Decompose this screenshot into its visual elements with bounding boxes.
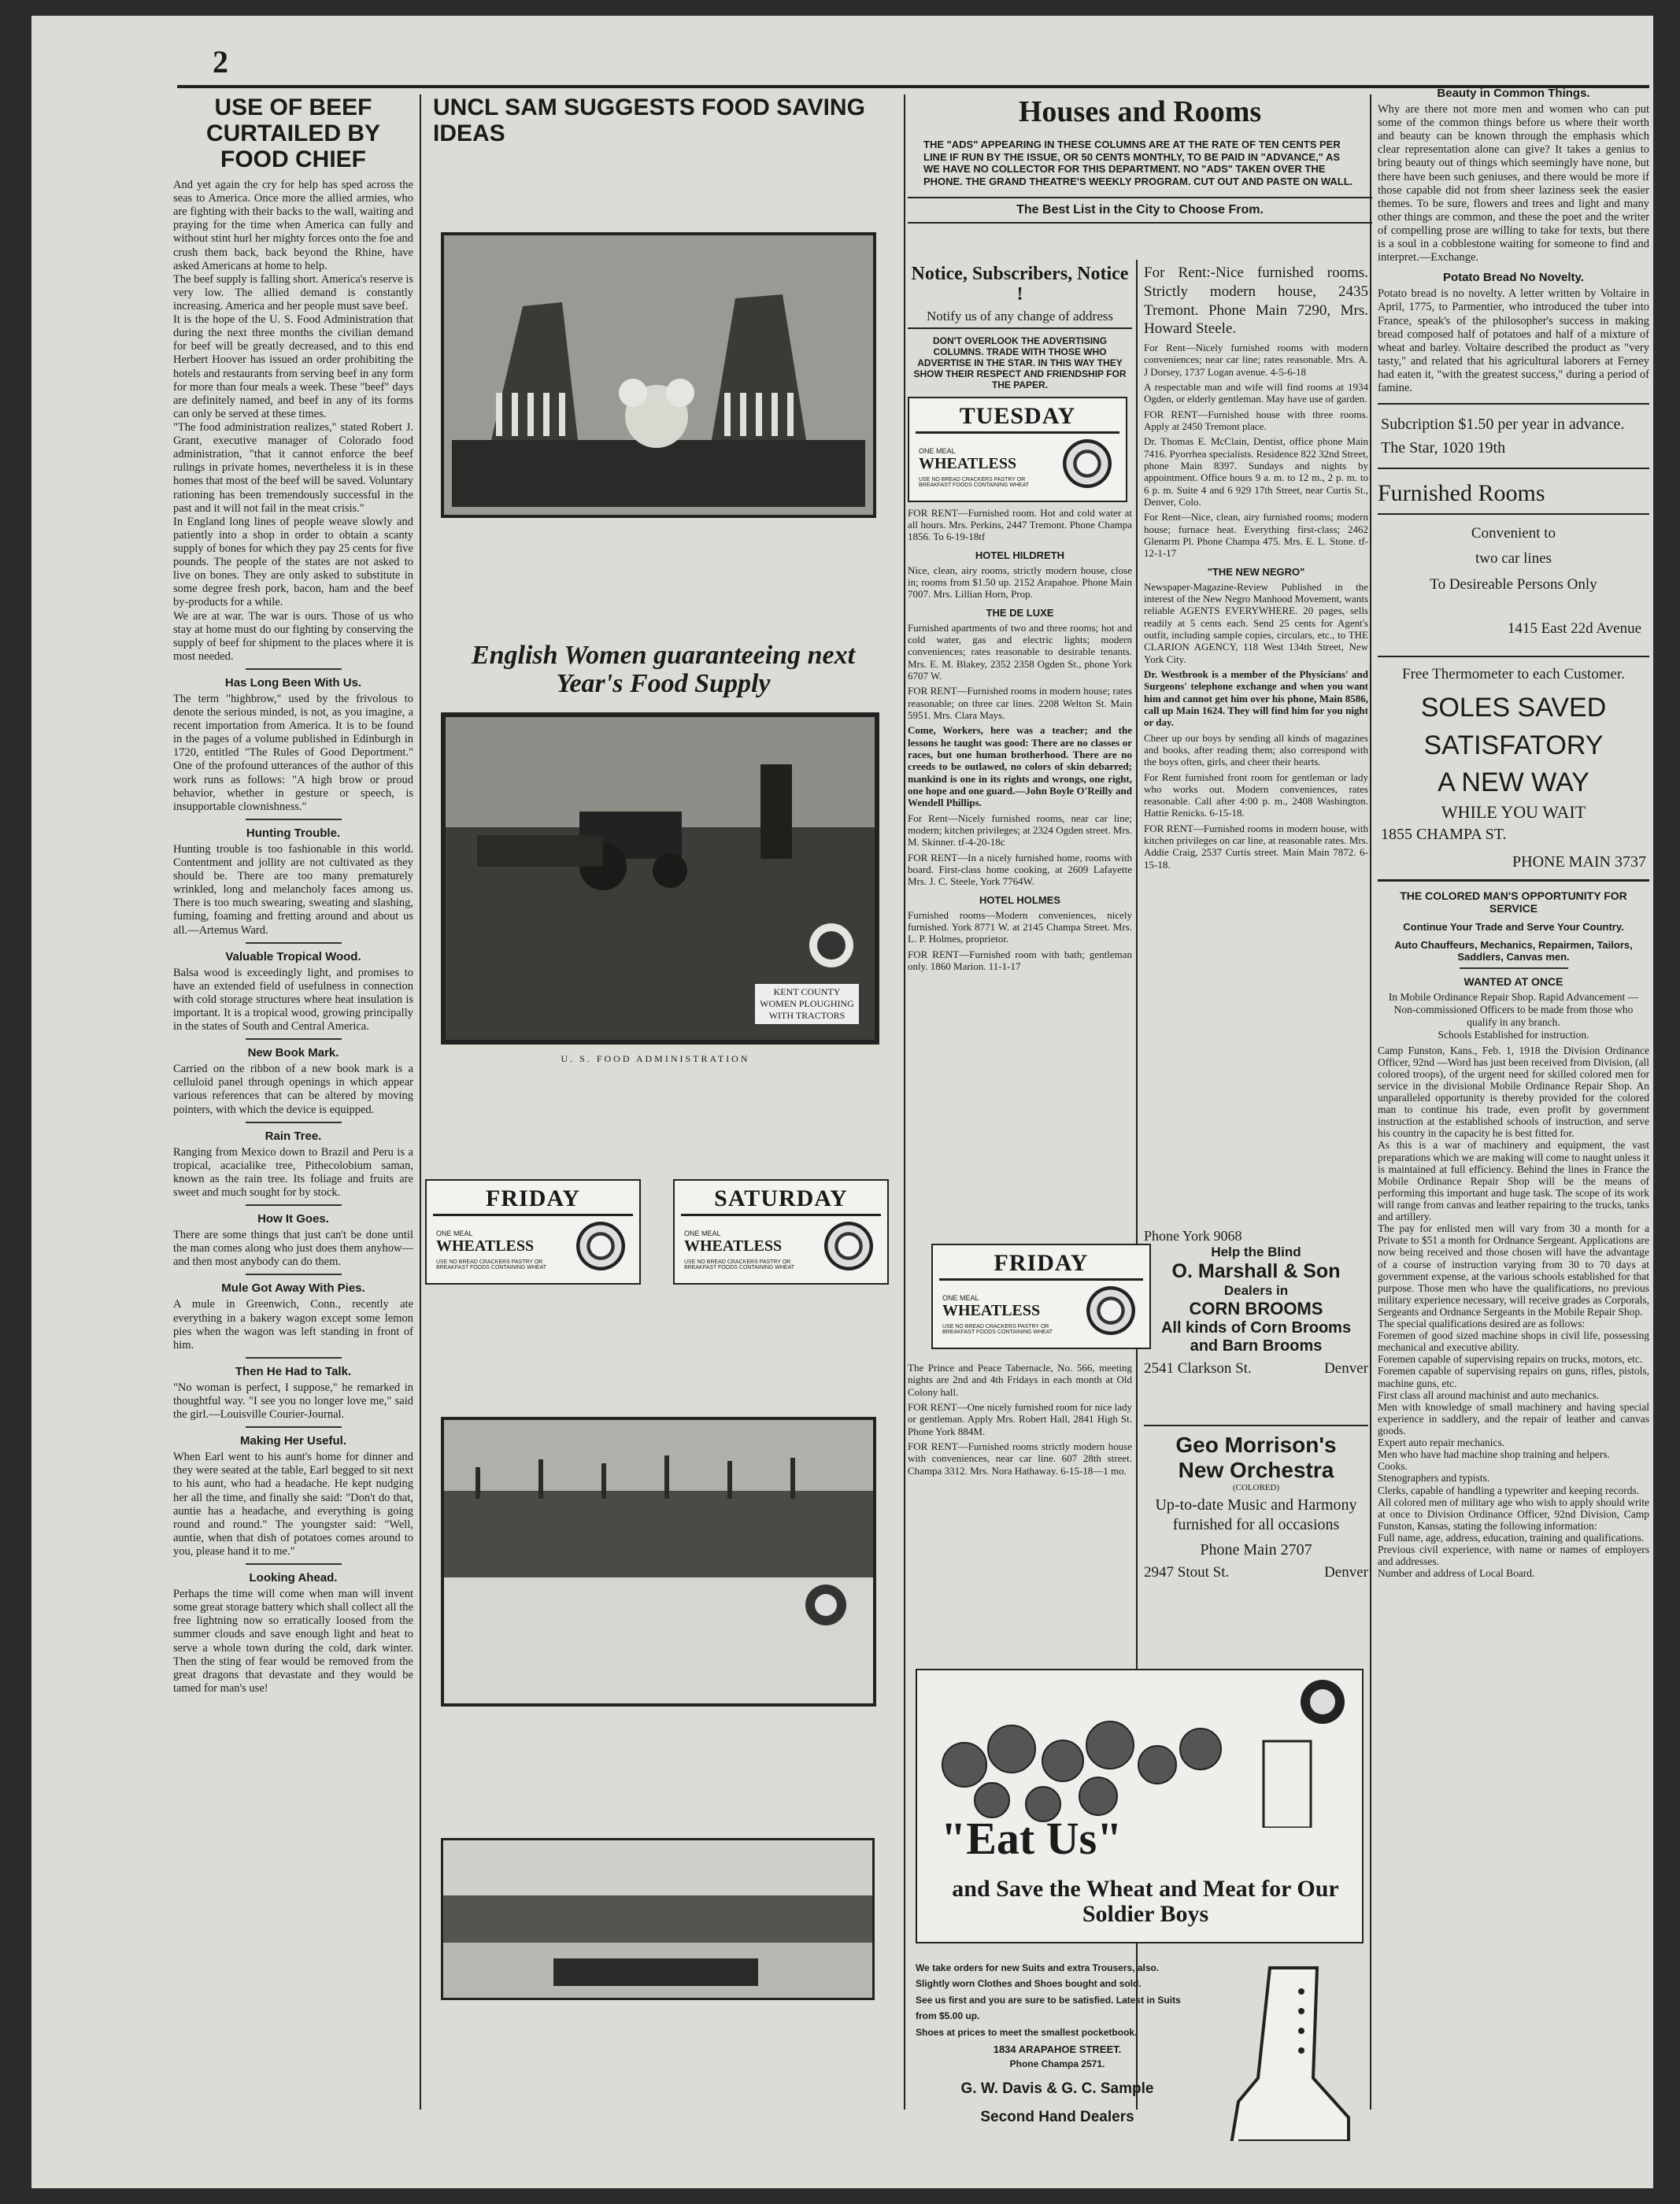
ad-phone: Phone Main 2707	[1200, 1541, 1312, 1559]
item-head: Hunting Trouble.	[246, 826, 341, 840]
ad-text: Shoes at prices to meet the smallest pocketbook.	[916, 2026, 1138, 2038]
item-text: The term "highbrow," used by the frivolous to denote the serious minded, is not, as you imagine, a recent importation from America. It is to be found in the pages of a volume published in Edinburgh in 1720, entitled "The Rules of Good Deportment." One of the profound utterances of the author of this work runs as follows: "A high brow or proud behavior, whether in gesture or speech, is insupportable clownishness."	[173, 692, 413, 813]
wanted-head: WANTED AT ONCE	[1464, 974, 1563, 988]
photo-gathering	[441, 1838, 875, 2000]
ad-tagline: Help the Blind	[1211, 1244, 1301, 1259]
classified-ad: For Rent—Nicely furnished rooms, near car line; modern; kitchen privileges; at 2324 Ogden street. Mrs. M. Skinner. tf-4-20-18c	[908, 812, 1132, 849]
boot-icon	[1215, 1960, 1356, 2141]
ad-text: Slightly worn Clothes and Shoes bought and sold.	[916, 1978, 1142, 1990]
column-1	[173, 94, 413, 2141]
classified-ad: Dr. Thomas E. McClain, Dentist, office phone Main 7416. Pyorrhea specialists. Residence 822 32nd Street, phone Main 8397. Sundays and nights by appointment. Office hours 9 a. m. to 12 m., 2 p. m. to 6 p. m. Suite 4 and 6 929 17th Street, near Curtis St., Denver, Colo.	[1144, 435, 1368, 508]
ad-text: CORN BROOMS	[1189, 1299, 1323, 1318]
wheatless-fine-print: USE NO BREAD CRACKERS PASTRY OR BREAKFAST FOODS CONTAINING WHEAT	[942, 1324, 1053, 1335]
wheatless-fine-print: USE NO BREAD CRACKERS PASTRY OR BREAKFAST FOODS CONTAINING WHEAT	[919, 476, 1030, 488]
classified-ad: FOR RENT—Furnished rooms in modern house, with kitchen privileges on car line, at reasonable rates. Mrs. Addie Craig, 2537 Curtis street. Main Main 7872. 6-15-18.	[1144, 822, 1368, 871]
classified-ad: For Rent:-Nice furnished rooms. Strictly modern house, 2435 Tremont. Phone Main 7290, Mrs. Howard Steele.	[1144, 264, 1368, 338]
ad-city: Denver	[1324, 1360, 1368, 1377]
ad-day: SATURDAY	[714, 1185, 848, 1211]
ads-left-subcolumn-2	[908, 1362, 1132, 1480]
classified-head: HOTEL HILDRETH	[975, 549, 1065, 561]
photo-tractor	[441, 712, 879, 1045]
ad-business-name: O. Marshall & Son	[1171, 1260, 1341, 1282]
divider	[246, 942, 342, 944]
article-beauty: Why are there not more men and women who can put some of the common things before us where their worth and beauty can be known through the emphasis which clear representation alone can give? It takes a genius to bring beauty out of things which seemingly have none, but there have been such geniuses, and there would be more if those capable did not from sheer laziness seek the easier themes. To be sure, flowers and trees and light and many other things are common, and these the poet and the writer of compelling prose are willing to take for texts, but there is a soul in a cobblestone waiting for someone to find and interpret.—Exchange.	[1378, 103, 1649, 264]
item-head: Valuable Tropical Wood.	[225, 949, 361, 963]
column-4	[1378, 87, 1649, 2141]
classified-ad: The Prince and Peace Tabernacle, No. 566, meeting nights are 2nd and 4th Fridays in each month at Old Colony hall.	[908, 1362, 1132, 1398]
one-meal-label: ONE MEAL	[436, 1230, 473, 1237]
ad-day: TUESDAY	[959, 402, 1076, 429]
ad-text: Convenient to	[1471, 525, 1556, 542]
ad-text: WHILE YOU WAIT	[1441, 801, 1586, 822]
article-beef: And yet again the cry for help has sped across the seas to America. Once more the allied armies, who are fighting with their backs to the wall, waiting and praying for the time when America can fully and without stint hurl her mighty forces onto the foe and crush them back, back beyond the Rhine, have asked Americans at home to help. The beef supply is falling short. America's reserve is very low. The allied demand is constantly increasing. America and her people must save beef. It is the hope of the U. S. Food Administration that during the next three months the civilian demand for beef will be greatly decreased, and to this end Herbert Hoover has issued an order prohibiting the hotels and restaurants from serving beef in any form for more than four meals a week. These "beef" days are definitely named, and beef in any of its forms can only be served at these times. "The food administration realizes," stated Robert J. Grant, executive manager of Colorado food administration, "that it cannot enforce the beef rulings in private homes, nevertheless it is in these homes that most of the beef will be saved. Voluntary rationing has been tremendously successful in the past and it will not fail in the meat crisis." In England long lines of people weave slowly and patiently into a shop in order to obtain a scanty supply of bones for which they pay 25 cents for five pounds. The people of the states are not asked to live on bones. They are only asked to substitute in some degree fresh pork, bacon, ham and the beef by-products for a while. We are at war. The war is ours. Those of us who stay at home must do our fighting by conserving the supply of beef for shipment to the places where it is most needed.	[173, 179, 413, 663]
column-3	[908, 94, 1372, 2141]
ad-text: Up-to-date Music and Harmony furnished for all occasions	[1155, 1496, 1357, 1533]
eagle-seal-icon	[1063, 439, 1112, 488]
item-head: Then He Had to Talk.	[235, 1364, 352, 1378]
classified-ad: Furnished apartments of two and three rooms; hot and cold water, gas and electric lights; modern conveniences; rates reasonable to desirable tenants. Mrs. E. M. Blakey, 2352 2358 Ogden St., phone York 6707 W.	[908, 621, 1132, 682]
ad-text: and Barn Brooms	[1190, 1337, 1323, 1355]
wanted-text: In Mobile Ordinance Repair Shop. Rapid Advancement — Non-commissioned Officers to be made from those who qualify in any branch. Schools Established for instruction.	[1388, 990, 1639, 1041]
classified-ad: Newspaper-Magazine-Review Published in the interest of the New Negro Manhood Movement, wants reliable AGENTS EVERYWHERE. 20 pages, sells readily at 5 cents each. Send 25 cents for Agent's outfit, including sample copies, circulars, etc., to THE CLARION AGENCY, 118 West 134th Street, New York City.	[1144, 580, 1368, 665]
item-head: Has Long Been With Us.	[224, 675, 362, 690]
eagle-seal-icon	[576, 1222, 625, 1270]
item-head: Looking Ahead.	[249, 1571, 338, 1585]
photo-vegetables	[441, 232, 876, 518]
classified-ad: A respectable man and wife will find rooms at 1934 Ogden, or elderly gentleman. May have use of garden.	[1144, 380, 1368, 405]
garden-illustration	[444, 1420, 873, 1703]
rule	[1378, 879, 1649, 882]
wheatless-label: WHEATLESS	[919, 454, 1017, 472]
item-text: Hunting trouble is too fashionable in this world. Contentment and jollity are not cultivated as they should be. There are too many prematurely wrinkled, long and melancholy faces among us. There is too much swearing, sweating and slashing, fuming, foaming and fretting around and about us all.—Artemus Ward.	[173, 842, 413, 937]
opportunity-trades: Auto Chauffeurs, Mechanics, Repairmen, Tailors, Saddlers, Canvas men.	[1394, 938, 1633, 963]
ad-phone: Phone York 9068	[1144, 1228, 1242, 1244]
one-meal-label: ONE MEAL	[919, 446, 956, 455]
advertising-notice: DON'T OVERLOOK THE ADVERTISING COLUMNS. TRADE WITH THOSE WHO ADVERTISE IN THE STAR. IN THIS WAY THEY SHOW THEIR RESPECT AND FRIENDSHIP FOR THE PAPER.	[913, 335, 1127, 390]
wheatless-tuesday-ad	[908, 397, 1127, 502]
classified-ad: For Rent—Nice, clean, airy furnished rooms; modern house; furnace heat. Everything first-class; 2462 Glenarm Pl. Phone Champa 475. Mrs. E. L. Stone. tf-12-1-17	[1144, 511, 1368, 560]
ad-address: 2541 Clarkson St.	[1144, 1360, 1252, 1377]
divider	[246, 1426, 342, 1428]
ad-phone: Phone Champa 2571.	[1009, 2058, 1105, 2069]
ad-phone: PHONE MAIN 3737	[1512, 852, 1646, 871]
classified-head: THE DE LUXE	[986, 606, 1054, 619]
item-text: When Earl went to his aunt's home for dinner and they were seated at the table, Earl begged to sit next to his aunt, who had a headache. He kept nudging her all the time, and finally she said: "Don't do that, auntie has a headache, and everything is going round and round." The youngster said: "Well, auntie, when that dish of potatoes comes around to you, please hand it to me."	[173, 1451, 413, 1558]
item-text: Ranging from Mexico down to Brazil and Peru is a tropical, acacialike tree, Pithecolobium saman, known as the rain tree. Its foliage and fruits are sweet and much sought for by stock.	[173, 1145, 413, 1199]
vegetable-illustration	[444, 235, 873, 515]
furnished-rooms-title: Furnished Rooms	[1378, 477, 1649, 515]
notify-address: Notify us of any change of address	[908, 305, 1132, 329]
wheatless-fine-print: USE NO BREAD CRACKERS PASTRY OR BREAKFAST FOODS CONTAINING WHEAT	[436, 1259, 547, 1270]
item-text: There are some things that just can't be done until the man comes along who just does them anyhow—and then most anybody can do them.	[173, 1229, 413, 1269]
classified-ad: Furnished rooms—Modern conveniences, nicely furnished. York 8771 W. at 2145 Champa Street. Mrs. L. P. Holmes, proprietor.	[908, 908, 1132, 945]
ad-address-row	[1144, 1360, 1368, 1378]
ad-day: FRIDAY	[486, 1185, 580, 1211]
ad-business-name: G. W. Davis & G. C. Sample	[960, 2080, 1154, 2097]
item-head: Mule Got Away With Pies.	[221, 1281, 365, 1296]
item-text: Balsa wood is exceedingly light, and promises to have an extended field of usefulness in connection with cold storage structures where heat insulation is important. It is a tropical wood, growing principally in the states of South and Central America.	[173, 966, 413, 1034]
column-rule	[904, 94, 905, 2110]
ad-text: See us first and you are sure to be satisfied. Latest in Suits from $5.00 up.	[916, 1994, 1181, 2022]
classified-ad: Nice, clean, airy rooms, strictly modern house, close in; rooms from $1.50 up. 2152 Arapahoe. Phone Main 7007. Mrs. Lillian Horn, Prop.	[908, 564, 1132, 601]
rule	[1378, 656, 1649, 657]
classified-ad: FOR RENT—Furnished house with three rooms. Apply at 2450 Tremont place.	[1144, 408, 1368, 432]
ad-address: 1855 CHAMPA ST.	[1381, 825, 1507, 843]
rule	[1144, 1425, 1368, 1426]
ad-address: 1415 East 22d Avenue	[1507, 620, 1641, 638]
ad-address: 2947 Stout St.	[1144, 1564, 1230, 1581]
ad-text: A NEW WAY	[1438, 767, 1589, 798]
wheatless-friday-ad-2	[931, 1244, 1151, 1349]
item-text: Perhaps the time will come when man will invent some great storage battery which shall collect all the free lightning now so erratically loosed from the summer clouds and save enough light and heat to serve a whole town during the cold, dark winter. Then the sting of fear would be removed from the great dragons that devastate and they would be tamed for man's use!	[173, 1588, 413, 1695]
ad-text: SOLES SAVED	[1420, 693, 1607, 723]
divider	[246, 1122, 342, 1123]
wheatless-label: WHEATLESS	[436, 1237, 535, 1255]
classified-ad: Cheer up our boys by sending all kinds of magazines and books, after reading them; also correspond with the boys often, girls, and cheer their hearts.	[1144, 731, 1368, 768]
opportunity-subhead: Continue Your Trade and Serve Your Country.	[1403, 920, 1624, 933]
photo-credit: U. S. FOOD ADMINISTRATION	[561, 1053, 750, 1064]
rule	[939, 1278, 1143, 1281]
eagle-seal-icon	[824, 1222, 873, 1270]
poster-title: English Women guaranteeing next Year's Food Supply	[471, 641, 856, 698]
eagle-seal-icon	[1086, 1286, 1135, 1335]
thermometer-offer: Free Thermometer to each Customer.	[1402, 666, 1625, 683]
item-text: "No woman is perfect, I suppose," he remarked in thoughtful way. "I see you no longer love me," said the girl.—Louisville Courier-Journal.	[173, 1381, 413, 1422]
rule	[681, 1214, 881, 1216]
ads-rate-notice: THE "ADS" APPEARING IN THESE COLUMNS ARE AT THE RATE OF TEN CENTS PER LINE IF RUN BY THE ISSUE, OR 50 CENTS MONTHLY, TO BE PAID IN "ADVANCE," AS WE HAVE NO COLLECTOR FOR THIS DEPARTMENT. NO "ADS" TAKEN OVER THE PHONE. THE GRAND THEATRE'S WEEKLY PROGRAM. CUT OUT AND PASTE ON WALL.	[923, 139, 1353, 187]
ad-text: two car lines	[1475, 550, 1552, 568]
classified-ad: FOR RENT—Furnished rooms strictly modern house with conveniences, near car line. 607 28th street. Champa 3312. Mrs. Nora Hathaway. 6-15-18—1 mo.	[908, 1440, 1132, 1477]
ad-text: To Desireable Persons Only	[1430, 575, 1597, 593]
classified-ad: FOR RENT—One nicely furnished room for nice lady or gentleman. Apply Mrs. Robert Hall, 2841 High St. Phone York 884M.	[908, 1400, 1132, 1437]
ad-text: (COLORED)	[1232, 1483, 1280, 1492]
one-meal-label: ONE MEAL	[684, 1230, 721, 1237]
soles-saved-ad	[1378, 690, 1649, 802]
item-head: New Book Mark.	[247, 1046, 339, 1060]
divider	[246, 1563, 342, 1565]
tractor-label: KENT COUNTY WOMEN PLOUGHING WITH TRACTORS	[755, 984, 859, 1024]
ad-text: Second Hand Dealers	[980, 2108, 1134, 2125]
wheatless-saturday-ad	[673, 1179, 889, 1285]
divider	[1460, 967, 1568, 969]
rule	[433, 1214, 633, 1216]
column-rule	[420, 94, 421, 2110]
classified-ad: Dr. Westbrook is a member of the Physicians' and Surgeons' telephone exchange and when you want him and cannot get him over his phone, Main 8586, call up Main 1624. They will find him for you night or day.	[1144, 667, 1368, 729]
item-text: Carried on the ribbon of a new book mark is a celluloid panel through openings in which appear various references that can be altered by moving pointers, with which the device is equipped.	[173, 1063, 413, 1116]
notice-subscribers: Notice, Subscribers, Notice !	[911, 264, 1129, 305]
item-text: A mule in Greenwich, Conn., recently ate everything in a bakery wagon except some lemon pies when the wagon was left standing in front of him.	[173, 1298, 413, 1352]
headline-food-ideas: UNCL SAM SUGGESTS FOOD SAVING IDEAS	[433, 94, 865, 146]
ad-text: We take orders for new Suits and extra Trousers, also.	[916, 1962, 1160, 1973]
wheatless-friday-ad	[425, 1179, 641, 1285]
ads-left-subcolumn	[908, 264, 1132, 975]
divider	[246, 1357, 342, 1359]
ad-address: 1834 ARAPAHOE STREET.	[993, 2043, 1122, 2055]
divider	[246, 668, 342, 670]
item-head: How It Goes.	[257, 1212, 329, 1226]
headline-beef: USE OF BEEF CURTAILED BY FOOD CHIEF	[205, 94, 381, 172]
furnished-rooms-ad	[1378, 521, 1649, 642]
ad-text: All kinds of Corn Brooms	[1160, 1319, 1352, 1337]
wheatless-label: WHEATLESS	[942, 1302, 1041, 1319]
morrison-orchestra-ad	[1144, 1433, 1368, 1581]
classified-ad: FOR RENT—Furnished room with bath; gentleman only. 1860 Marion. 11-1-17	[908, 948, 1132, 972]
one-meal-label: ONE MEAL	[942, 1294, 979, 1302]
classified-head: "THE NEW NEGRO"	[1207, 565, 1305, 578]
houses-rooms-title: Houses and Rooms	[1018, 95, 1262, 128]
best-list-banner: The Best List in the City to Choose From.	[908, 197, 1372, 224]
item-head: Beauty in Common Things.	[1437, 87, 1590, 100]
classified-head: HOTEL HOLMES	[979, 893, 1061, 906]
ad-city: Denver	[1324, 1564, 1368, 1581]
ad-address-row	[1144, 1564, 1368, 1581]
eat-us-subtitle: and Save the Wheat and Meat for Our Soldier Boys	[952, 1876, 1339, 1927]
short-items	[173, 676, 413, 1696]
wheatless-fine-print: USE NO BREAD CRACKERS PASTRY OR BREAKFAST FOODS CONTAINING WHEAT	[684, 1259, 795, 1270]
eat-us-title: "Eat Us"	[941, 1813, 1123, 1864]
newspaper-page	[31, 16, 1653, 2188]
classified-ad: FOR RENT—In a nicely furnished home, rooms with board. First-class home cooking, at 2609 Lafayette Mrs. J. C. Steele, York 7764W.	[908, 851, 1132, 888]
ad-business-name: New Orchestra	[1178, 1458, 1334, 1482]
divider	[246, 819, 342, 820]
wheatless-label: WHEATLESS	[684, 1237, 783, 1255]
classified-ad: FOR RENT—Furnished room. Hot and cold water at all hours. Mrs. Perkins, 2447 Tremont. Phone Champa 1856. To 6-19-18tf	[908, 506, 1132, 543]
divider	[246, 1038, 342, 1040]
page-number: 2	[213, 44, 228, 80]
opportunity-headline: THE COLORED MAN'S OPPORTUNITY FOR SERVICE	[1400, 889, 1627, 915]
marshall-brooms-ad	[1144, 1228, 1368, 1378]
eat-us-poster	[916, 1669, 1364, 1943]
item-head: Making Her Useful.	[239, 1434, 347, 1448]
suits-shoes-ad	[916, 1960, 1360, 2126]
ad-text: SATISFATORY	[1423, 730, 1604, 760]
ordnance-article: Camp Funston, Kans., Feb. 1, 1918 the Division Ordinance Officer, 92nd —Word has just been received from Division, (all colored troops), of the urgent need for skilled colored men for service in the divisional Mobile Ordinance Repair Shop. An unparalleled opportunity is thereby provided for the colored man to continue his trade, even profit by government instruction at the established schools of instruction, and serve his country in the capacity he is best fitted for. As this is a war of machinery and equipment, the vast preparations which we are making will come to naught unless it is maintained at full efficiency. Behind the lines in France the Mobile Ordinance Repair Shop will be the means of performing this important and huge task. The scope of its work will range from canvas and leather repairing to the trucks, tanks and artillery. The pay for enlisted men will vary from 30 a month for a Private to $51 a month for Ordnance Sergeant. Applications are now being received and those chosen will have the advantage of a course of instruction varying from 30 to 70 days at government expense, at the various schools established for that purpose. Those men who have the qualifications, no previous military experience necessary, will receive grades as Corporals, Sergeants and Ordnance Sergeants in the Mobile Repair Shop. The special qualifications desired are as follows: Foremen of good sized machine shops in civil life, possessing mechanical and executive ability. Foremen capable of supervising repairs on trucks, motors, etc. Foremen capable of supervising repairs on guns, rifles, pistols, machine guns, etc. First class all around machinist and auto mechanics. Men with knowledge of small machinery and having special experience in saddlery, and the repair of leather and canvas goods. Expert auto repair mechanics. Men who have had machine shop training and helpers. Cooks. Stenographers and typists. Clerks, capable of handling a typewriter and keeping records. All colored men of military age who wish to apply should write at once to Division Ordinance Officer, 92nd Division, Camp Funston, Kansas, stating the following information: Full name, age, address, education, training and qualifications. Previous civil experience, with name or names of employers and addresses. Number and address of Local Board.	[1378, 1044, 1649, 1580]
photo-garden	[441, 1417, 876, 1707]
gathering-illustration	[443, 1840, 872, 1998]
vegetable-crowd-illustration	[917, 1670, 1362, 1828]
classified-ad: FOR RENT—Furnished rooms in modern house; rates reasonable; on three car lines. 2208 Welton St. Main 5951. Mrs. Clara Mays.	[908, 685, 1132, 722]
rule	[916, 431, 1119, 434]
article-potato: Potato bread is no novelty. A letter written by Voltaire in April, 1775, to Parmentier, who introduced the tuber into France, speak's of the philosopher's success in making bread composed half of potatoes and half of a mixture of wheat and barley. Voltaire described the product as "very tasty," and related that his agricultural laborers at Ferney had eaten it, "with the greatest success," during a period of famine.	[1378, 287, 1649, 395]
classified-ad: Come, Workers, here was a teacher; and the lessons he taught was good: There are no classes or races, but one human brotherhood. There are no creeds to be outlawed, no colors of skin debarred; mankind is one in its rights and wrongs, one right, one hope and one guard.—John Boyle O'Reilly and Wendell Phillips.	[908, 724, 1132, 809]
column-2	[425, 94, 901, 2141]
subscription-notice: Subcription $1.50 per year in advance. The Star, 1020 19th	[1378, 403, 1649, 469]
item-head: Potato Bread No Novelty.	[1443, 271, 1584, 285]
ad-business-name: Geo Morrison's	[1175, 1433, 1337, 1457]
classified-ad: For Rent furnished front room for gentleman or lady who works out. Modern conveniences, rates reasonable. Call after 4:00 p. m., 2408 Washington. Hattie Renicks. 6-15-18.	[1144, 771, 1368, 819]
ad-text: Dealers in	[1223, 1283, 1289, 1298]
ads-right-subcolumn	[1144, 264, 1368, 874]
item-head: Rain Tree.	[265, 1129, 322, 1143]
ad-day: FRIDAY	[994, 1250, 1089, 1276]
divider	[246, 1274, 342, 1275]
divider	[246, 1204, 342, 1206]
classified-ad: For Rent—Nicely furnished rooms with modern conveniences; near car line; rates reasonable. Mrs. A. J Dorsey, 1737 Logan avenue. 4-5-6-18	[1144, 342, 1368, 378]
